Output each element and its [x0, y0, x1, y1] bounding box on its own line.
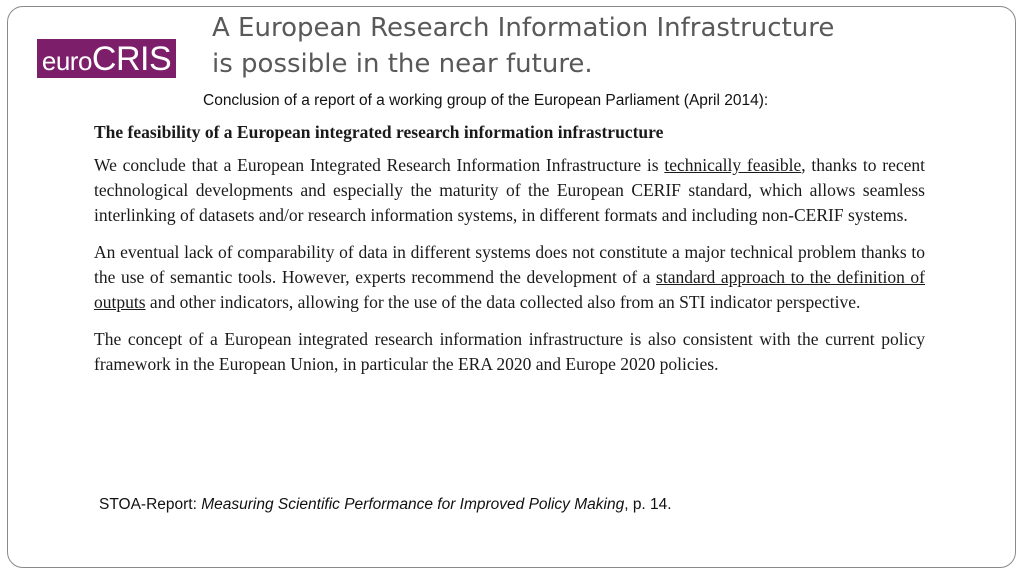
report-heading: The feasibility of a European integrated research information infrastructure [94, 122, 664, 142]
logo-text-cris: CRIS [91, 40, 172, 78]
report-excerpt [94, 121, 925, 389]
title-line-2: is possible in the near future. [212, 49, 593, 79]
title-line-1: A European Research Information Infrastructure [212, 13, 835, 43]
slide-title [212, 10, 912, 82]
p2-text-after: and other indicators, allowing for the use of the data collected also from an STI indicator perspective. [145, 292, 861, 312]
logo-text-euro: euro [41, 46, 92, 76]
citation [99, 496, 672, 514]
p2-underlined-text: standard approach to the definition of outputs [94, 267, 925, 312]
p2-text-before: An eventual lack of comparability of data in different systems does not constitute a major technical problem thanks to the use of semantic tools. However, experts recommend the development of a [94, 242, 925, 287]
p1-text-after: , thanks to recent technological developments and especially the maturity of the European CERIF standard, which allows seamless interlinking of datasets and/or research information systems, in different formats and including non-CERIF systems. [94, 155, 925, 225]
report-paragraph-2 [94, 240, 925, 315]
p1-text-before: We conclude that a European Integrated Research Information Infrastructure is [94, 155, 665, 175]
citation-prefix: STOA-Report: [99, 496, 202, 513]
p1-underlined-text: technically feasible [664, 155, 802, 175]
report-paragraph-1 [94, 153, 925, 228]
citation-suffix: , p. 14. [624, 496, 672, 513]
citation-title: Measuring Scientific Performance for Improved Policy Making [201, 496, 625, 513]
eurocris-logo [37, 39, 176, 78]
report-paragraph-3: The concept of a European integrated research information infrastructure is also consistent with the current policy framework in the European Union, in particular the ERA 2020 and Europe 2020 policies. [94, 329, 925, 374]
slide-subtitle: Conclusion of a report of a working group of the European Parliament (April 2014): [203, 92, 769, 109]
